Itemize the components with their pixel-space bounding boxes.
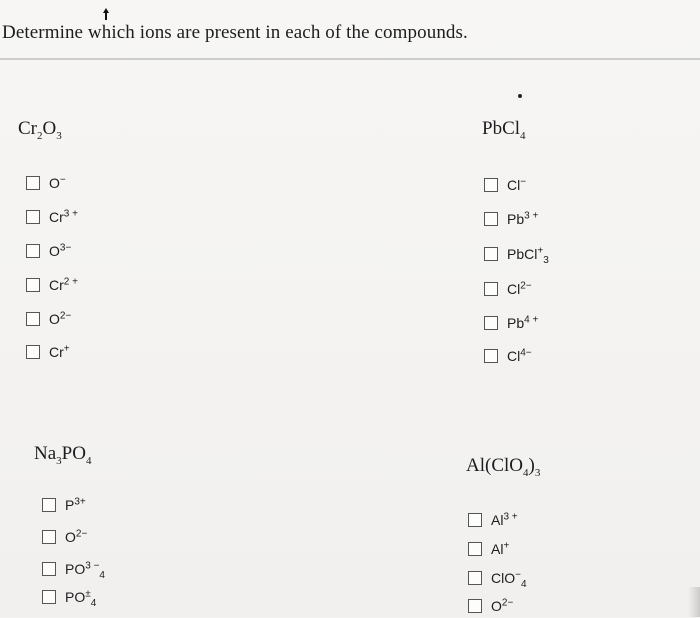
option-label: $O^{2-}$ bbox=[65, 528, 88, 545]
option-checkbox[interactable] bbox=[26, 205, 78, 229]
option-checkbox[interactable] bbox=[484, 207, 538, 231]
option-checkbox[interactable] bbox=[26, 239, 71, 263]
option-label: O− bbox=[49, 174, 66, 191]
option-label: $O^{3-}$ bbox=[49, 242, 72, 259]
option-label: $Pb^{3 +}$ bbox=[507, 210, 539, 227]
option-label: $PO^{3 -}_4$ bbox=[65, 560, 105, 581]
option-checkbox[interactable] bbox=[42, 585, 96, 609]
option-label: Cl− bbox=[507, 176, 527, 193]
checkbox[interactable] bbox=[484, 212, 498, 226]
checkbox[interactable] bbox=[484, 316, 498, 330]
checkbox[interactable] bbox=[468, 571, 482, 585]
checkbox[interactable] bbox=[26, 176, 40, 190]
option-checkbox[interactable] bbox=[468, 508, 518, 532]
checkbox[interactable] bbox=[468, 599, 482, 613]
option-checkbox[interactable] bbox=[26, 273, 78, 297]
option-label: Cr+ bbox=[49, 343, 70, 360]
option-label: $P^{3+}$ bbox=[65, 496, 86, 513]
checkbox[interactable] bbox=[484, 282, 498, 296]
divider bbox=[0, 58, 700, 60]
option-checkbox[interactable] bbox=[42, 493, 86, 517]
checkbox[interactable] bbox=[468, 542, 482, 556]
option-checkbox[interactable] bbox=[26, 340, 70, 364]
checkbox[interactable] bbox=[26, 312, 40, 326]
option-label: $O^{2-}$ bbox=[49, 310, 72, 327]
option-label: $PO^\pm_4$ bbox=[65, 588, 97, 609]
compound-cr2o3: $Cr_2O_3$ bbox=[18, 118, 62, 142]
checkbox[interactable] bbox=[42, 530, 56, 544]
option-label: $Cr^{2 +}$ bbox=[49, 276, 78, 293]
speck bbox=[518, 94, 522, 98]
option-label: $Cl^{4-}$ bbox=[507, 347, 532, 364]
option-checkbox[interactable] bbox=[468, 566, 527, 590]
compound-pbcl4: PbCl$_4$ bbox=[482, 118, 526, 142]
option-checkbox[interactable] bbox=[26, 307, 71, 331]
checkbox[interactable] bbox=[26, 345, 40, 359]
option-checkbox[interactable] bbox=[484, 173, 526, 197]
option-label: $Al^{3 +}$ bbox=[491, 511, 518, 528]
option-label: PbCl+$_3$ bbox=[507, 245, 549, 266]
option-checkbox[interactable] bbox=[484, 311, 538, 335]
checkbox[interactable] bbox=[26, 278, 40, 292]
option-label: $Pb^{4 +}$ bbox=[507, 314, 539, 331]
checkbox[interactable] bbox=[42, 590, 56, 604]
option-checkbox[interactable] bbox=[484, 344, 532, 368]
checkbox[interactable] bbox=[26, 244, 40, 258]
checkbox[interactable] bbox=[42, 562, 56, 576]
option-checkbox[interactable] bbox=[468, 537, 509, 561]
checkbox[interactable] bbox=[26, 210, 40, 224]
option-label: $Cr^{3 +}$ bbox=[49, 208, 78, 225]
option-label: ClO−$_4$ bbox=[491, 569, 527, 590]
checkbox[interactable] bbox=[484, 178, 498, 192]
option-label: Al+ bbox=[491, 540, 510, 557]
option-checkbox[interactable] bbox=[42, 525, 87, 549]
compound-na3po4: $Na_3PO_4$ bbox=[34, 443, 92, 467]
option-checkbox[interactable] bbox=[42, 557, 105, 581]
option-checkbox[interactable] bbox=[26, 171, 66, 195]
option-checkbox[interactable] bbox=[484, 242, 549, 266]
mouse-cursor-icon bbox=[102, 8, 110, 20]
checkbox[interactable] bbox=[484, 247, 498, 261]
option-label: $O^{2-}$ bbox=[491, 597, 514, 614]
option-checkbox[interactable] bbox=[468, 594, 513, 618]
checkbox[interactable] bbox=[484, 349, 498, 363]
question-title: Determine which ions are present in each of the compounds. bbox=[2, 22, 468, 43]
checkbox[interactable] bbox=[468, 513, 482, 527]
option-checkbox[interactable] bbox=[484, 277, 532, 301]
option-label: $Cl^{2-}$ bbox=[507, 280, 532, 297]
screen-edge-shadow bbox=[688, 587, 700, 617]
compound-alclo4-3: $Al(ClO_4)_3$ bbox=[466, 455, 541, 479]
checkbox[interactable] bbox=[42, 498, 56, 512]
